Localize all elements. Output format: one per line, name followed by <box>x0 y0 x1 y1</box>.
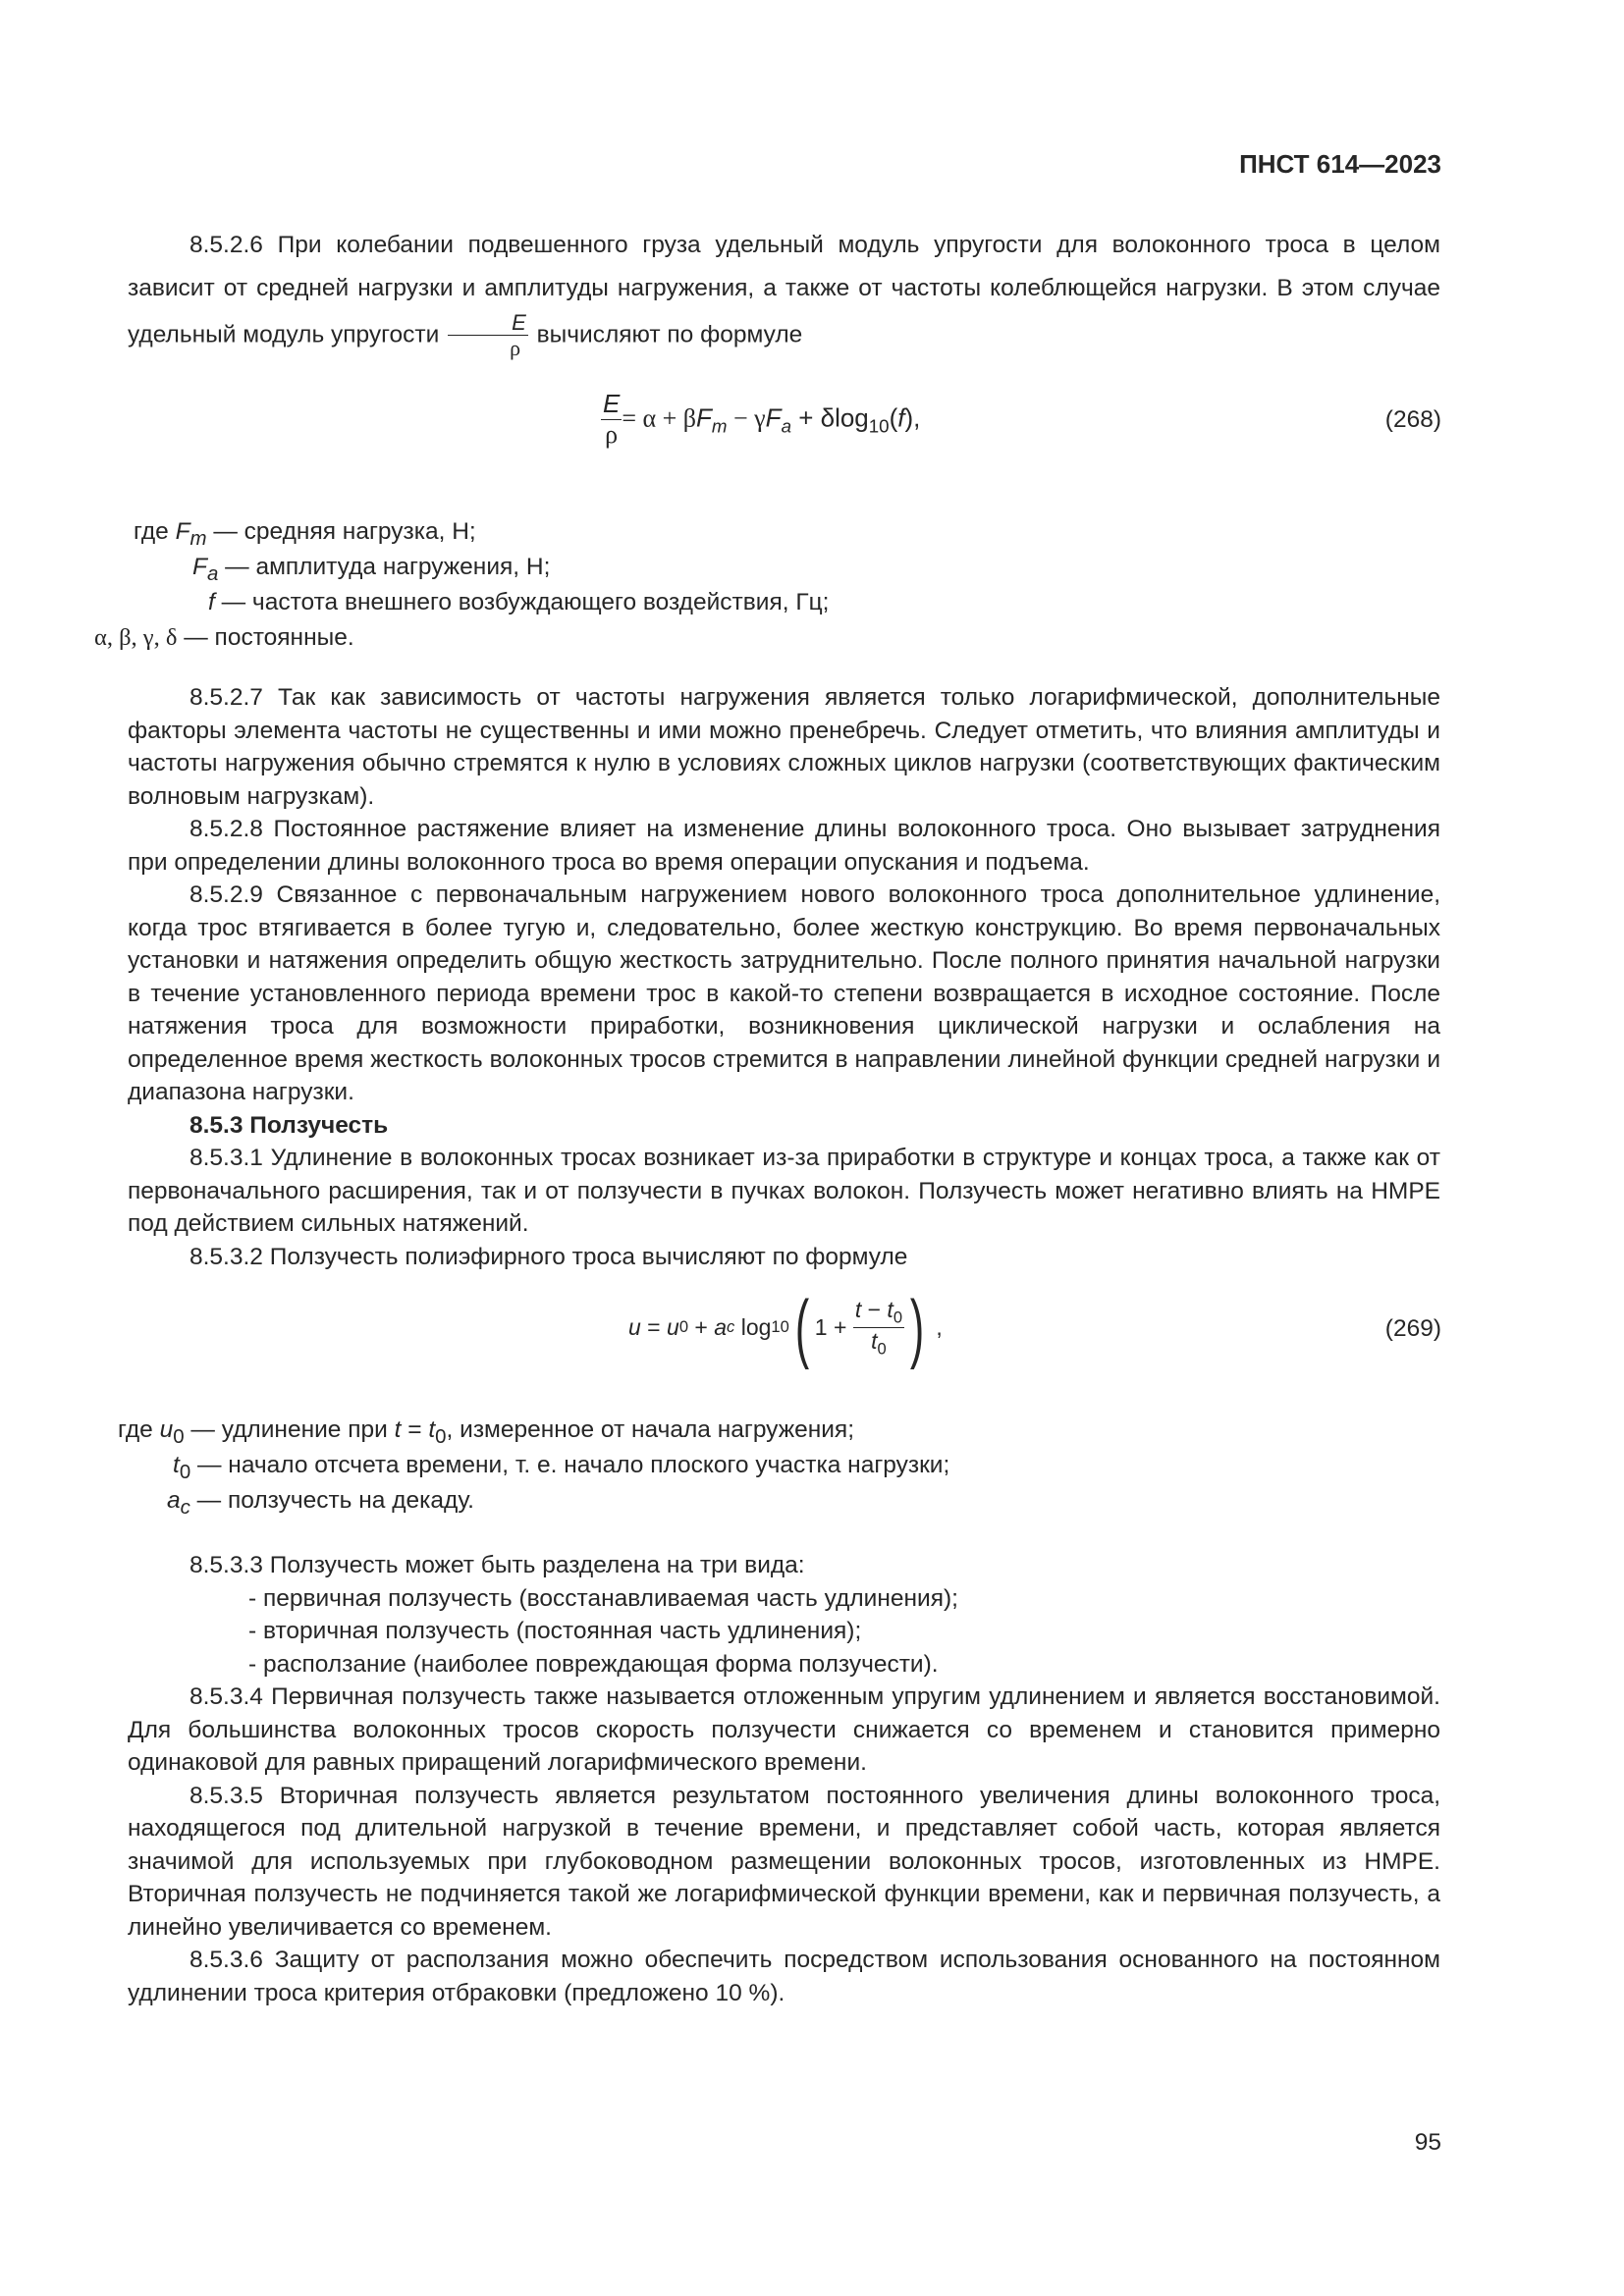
fraction-numerator <box>853 1297 904 1328</box>
formula-lhs-fraction <box>601 390 622 450</box>
where-text: — постоянные. <box>184 624 354 651</box>
formula-part: ( <box>889 402 898 433</box>
formula-subscript: m <box>711 415 728 437</box>
formula-part: + <box>688 1313 715 1340</box>
paragraph-text-after: вычисляют по формуле <box>536 321 803 348</box>
paragraph-8-5-2-8: 8.5.2.8 Постоянное растяжение влияет на изменение длины волоконного троса. Оно вызывает затруднения при определении длины волоконного троса во время операции опускания и подъема. <box>128 816 1440 876</box>
where-text: — начало отсчета времени, т. е. начало плоского участка нагрузки; <box>196 1452 950 1478</box>
where-text: — амплитуда нагружения, Н; <box>225 554 551 580</box>
where-text: — частота внешнего возбуждающего воздействия, Гц; <box>221 589 830 615</box>
paragraph-8-5-2-7: 8.5.2.7 Так как зависимость от частоты нагружения является только логарифмической, дополнительные факторы элемента частоты не существенны и ими можно пренебречь. Следует отметить, что влияния амплитуды и частоты нагружения обычно стремятся к нулю в условиях сложных циклов нагрузки (соответствующих фактическим волновым нагрузкам). <box>128 684 1440 810</box>
formula-number-268: (268) <box>1384 406 1441 433</box>
formula-lhs-denominator: ρ <box>605 419 619 449</box>
formula-part: − γ <box>727 403 766 433</box>
formula-subscript: 0 <box>877 1339 887 1359</box>
where-symbol: F <box>175 518 190 545</box>
where-line-constants <box>94 624 354 652</box>
formula-part: = <box>640 1313 668 1340</box>
formula-part: ), <box>904 402 921 433</box>
fraction-numerator: E <box>448 310 528 336</box>
section-heading-8-5-3: 8.5.3 Ползучесть <box>189 1111 389 1139</box>
paragraph-8-5-3-5: 8.5.3.5 Вторичная ползучесть является результатом постоянного увеличения длины волоконного троса, находящегося под длительной нагрузкой в течение времени, и представляет собой часть, которая является значимой для используемых при глубоководном размещении волоконных тросов, изготовленных из НМРЕ. Вторичная ползучесть не подчиняется такой же логарифмической функции времени, как и первичная ползучесть, а линейно увеличивается со временем. <box>128 1782 1440 1941</box>
where-symbol: t <box>173 1452 180 1478</box>
where-symbol: t <box>428 1416 436 1443</box>
formula-part: log <box>734 1313 772 1340</box>
where-symbol: α, β, γ, δ <box>94 624 178 651</box>
formula-symbol: t <box>854 1296 862 1322</box>
formula-subscript: 0 <box>678 1317 689 1336</box>
where-subscript: 0 <box>435 1425 447 1448</box>
paragraph-8-5-3-1: 8.5.3.1 Удлинение в волоконных тросах возникает из-за приработки в структуре и концах троса, а также как от первоначального расширения, так и от ползучести в пучках волокон. Ползучесть может негативно влиять на НМРЕ под действием сильных натяжений. <box>128 1145 1440 1237</box>
where-subscript: 0 <box>173 1425 185 1448</box>
where-symbol: a <box>167 1487 181 1514</box>
list-item: - вторичная ползучесть (постоянная часть удлинения); <box>248 1618 862 1644</box>
paragraph-text: 8.5.2.6 При колебании подвешенного груза удельный модуль упругости для волоконного троса в целом зависит от средней нагрузки и амплитуды нагружения, а также от частоты колеблющейся нагрузки. В этом случае удельный модуль упругости <box>128 232 1440 348</box>
where-text: , измеренное от начала нагружения; <box>446 1416 855 1443</box>
formula-part: + δlog <box>790 402 869 433</box>
formula-269 <box>628 1284 943 1370</box>
where-line-f <box>208 589 829 616</box>
text-block-main <box>128 681 1440 1273</box>
formula-subscript: 10 <box>771 1317 789 1336</box>
where-text: — удлинение при <box>190 1416 388 1443</box>
right-paren: ) <box>909 1284 925 1370</box>
formula-subscript: 10 <box>868 415 890 437</box>
where-symbol: F <box>192 554 207 580</box>
paragraph-8-5-2-6 <box>128 224 1440 361</box>
formula-part: − <box>861 1296 888 1322</box>
where-prefix: где <box>134 518 169 545</box>
formula-subscript: a <box>781 415 791 437</box>
where-subscript: 0 <box>179 1461 191 1483</box>
paragraph-8-5-3-6: 8.5.3.6 Защиту от расползания можно обеспечить посредством использования основанного на постоянном удлинении троса критерия отбраковки (предложено 10 %). <box>128 1947 1440 2006</box>
document-code: ПНСТ 614—2023 <box>1239 149 1441 179</box>
formula-symbol: f <box>897 402 905 433</box>
where-symbol: f <box>208 589 215 615</box>
where-subscript: a <box>206 562 219 585</box>
fraction-denominator: ρ <box>510 336 521 361</box>
paragraph-8-5-3-3: 8.5.3.3 Ползучесть может быть разделена на три вида: <box>189 1552 805 1578</box>
list-item: - расползание (наиболее повреждающая форма ползучести). <box>248 1650 939 1678</box>
formula-symbol: F <box>765 402 782 433</box>
formula-symbol: u <box>628 1313 641 1340</box>
formula-number-269: (269) <box>1384 1315 1441 1342</box>
text-block-creep <box>128 1549 1440 2009</box>
where-symbol: t <box>394 1416 402 1443</box>
formula-lhs-numerator: E <box>603 389 621 418</box>
formula-fraction <box>853 1297 904 1358</box>
paragraph-8-5-2-9: 8.5.2.9 Связанное с первоначальным нагружением нового волоконного троса дополнительное удлинение, когда трос втягивается в более тугую и, следовательно, более жесткую конструкцию. Во время первоначальных установки и натяжения определить общую жесткость затруднительно. После полного принятия начальной нагрузки в течение установленного периода времени трос в какой-то степени возвращается в исходное состояние. После натяжения троса для возможности приработки, возникновения циклической нагрузки и ослабления на определенное время жесткость волоконных тросов стремится в направлении линейной функции средней нагрузки и диапазона нагрузки. <box>128 881 1440 1105</box>
where-line-u0 <box>118 1416 854 1449</box>
where-subscript: c <box>180 1496 190 1519</box>
formula-symbol: t <box>871 1327 878 1354</box>
formula-part: = α + β <box>622 403 697 433</box>
where-prefix: где <box>118 1416 153 1443</box>
formula-symbol: u <box>667 1313 679 1340</box>
fraction-denominator <box>853 1328 904 1359</box>
where-subscript: m <box>189 527 207 550</box>
where-text: — средняя нагрузка, Н; <box>213 518 476 545</box>
formula-symbol: t <box>887 1296 893 1322</box>
where-text: — ползучесть на декаду. <box>196 1487 474 1514</box>
formula-268 <box>601 390 920 450</box>
formula-symbol: F <box>696 402 712 433</box>
where-line-ac <box>167 1487 474 1520</box>
fraction-e-over-rho <box>448 310 528 361</box>
where-line-fm <box>134 518 476 551</box>
formula-subscript: 0 <box>893 1308 903 1327</box>
formula-part: , <box>930 1313 943 1340</box>
where-text: = <box>401 1416 429 1443</box>
left-paren: ( <box>794 1284 809 1370</box>
formula-symbol: a <box>714 1313 728 1340</box>
formula-part: 1 + <box>814 1313 853 1340</box>
formula-subscript: c <box>727 1317 735 1336</box>
where-line-fa <box>192 554 550 586</box>
paragraph-8-5-3-4: 8.5.3.4 Первичная ползучесть также называется отложенным упругим удлинением и является восстановимой. Для большинства волоконных тросов скорость ползучести снижается со временем и становится примерно одинаковой для равных приращений логарифмического времени. <box>128 1683 1440 1776</box>
where-line-t0 <box>173 1452 949 1484</box>
paragraph-8-5-3-2: 8.5.3.2 Ползучесть полиэфирного троса вычисляют по формуле <box>189 1243 908 1270</box>
page-number: 95 <box>1414 2129 1441 2156</box>
where-symbol: u <box>159 1416 174 1443</box>
list-item: - первичная ползучесть (восстанавливаемая часть удлинения); <box>248 1584 958 1612</box>
